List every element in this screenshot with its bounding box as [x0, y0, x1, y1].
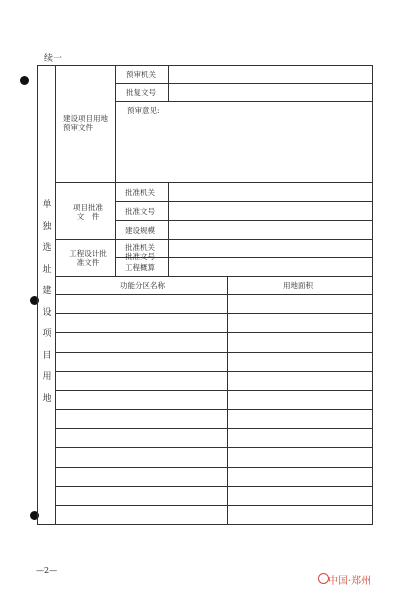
zone-name-cell[interactable]: [56, 487, 227, 505]
field-label-project-budget: 工程概算: [125, 263, 155, 272]
zone-name-cell[interactable]: [56, 295, 227, 313]
section-line: [55, 239, 373, 240]
section-line: [55, 276, 373, 277]
zone-area-cell[interactable]: [228, 410, 372, 428]
section-title-project-approval: 项目批准文 件: [73, 203, 103, 222]
frame-top: [37, 65, 373, 66]
zone-area-cell[interactable]: [228, 295, 372, 313]
zone-area-cell[interactable]: [228, 314, 372, 332]
zone-area-cell[interactable]: [228, 353, 372, 371]
zone-name-cell[interactable]: [56, 333, 227, 351]
field-label-design-number: 批准文号: [125, 252, 155, 261]
zone-area-cell[interactable]: [228, 468, 372, 486]
field-label-pre-review-authority: 预审机关: [126, 70, 156, 79]
frame-right: [372, 65, 373, 525]
section-title-design-approval: 工程设计批准文件: [69, 249, 107, 268]
section-line: [55, 182, 373, 183]
zone-name-cell[interactable]: [56, 314, 227, 332]
zone-name-cell[interactable]: [56, 353, 227, 371]
zone-area-cell[interactable]: [228, 448, 372, 466]
watermark: 中国·郑州: [328, 576, 372, 587]
zone-area-cell[interactable]: [228, 429, 372, 447]
zone-header-area: 用地面积: [283, 281, 313, 290]
row-line: [115, 201, 373, 202]
section-title-column-border: [115, 65, 116, 276]
zone-area-cell[interactable]: [228, 487, 372, 505]
field-label-design-authority: 批准机关: [125, 243, 155, 252]
page-number: —2—: [36, 566, 58, 575]
zone-name-cell[interactable]: [56, 448, 227, 466]
section-title-pre-review: 建设项目用地预审文件: [63, 114, 108, 133]
row-line: [115, 220, 373, 221]
field-label-construction-scale: 建设规模: [125, 226, 155, 235]
row-line: [115, 101, 373, 102]
field-label-pre-review-reply-number: 批复文号: [126, 88, 156, 97]
frame-left: [37, 65, 38, 525]
side-label: 单独选址建设项目用地: [42, 200, 52, 404]
zone-name-cell[interactable]: [56, 391, 227, 409]
zone-area-cell[interactable]: [228, 333, 372, 351]
zone-area-cell[interactable]: [228, 391, 372, 409]
zone-name-cell[interactable]: [56, 429, 227, 447]
zone-name-cell[interactable]: [56, 468, 227, 486]
field-label-column-border-2: [168, 182, 169, 276]
frame-bottom: [37, 524, 373, 525]
zone-name-cell[interactable]: [56, 372, 227, 390]
zone-header-name: 功能分区名称: [120, 281, 165, 290]
continued-label: 续一: [44, 54, 63, 64]
field-label-approval-authority: 批准机关: [125, 188, 155, 197]
zone-name-cell[interactable]: [56, 506, 227, 524]
row-line: [115, 83, 373, 84]
zone-area-cell[interactable]: [228, 372, 372, 390]
field-label-approval-number: 批准文号: [125, 207, 155, 216]
zone-name-cell[interactable]: [56, 410, 227, 428]
opinion-label: 预审意见:: [127, 106, 160, 115]
zone-area-cell[interactable]: [228, 506, 372, 524]
